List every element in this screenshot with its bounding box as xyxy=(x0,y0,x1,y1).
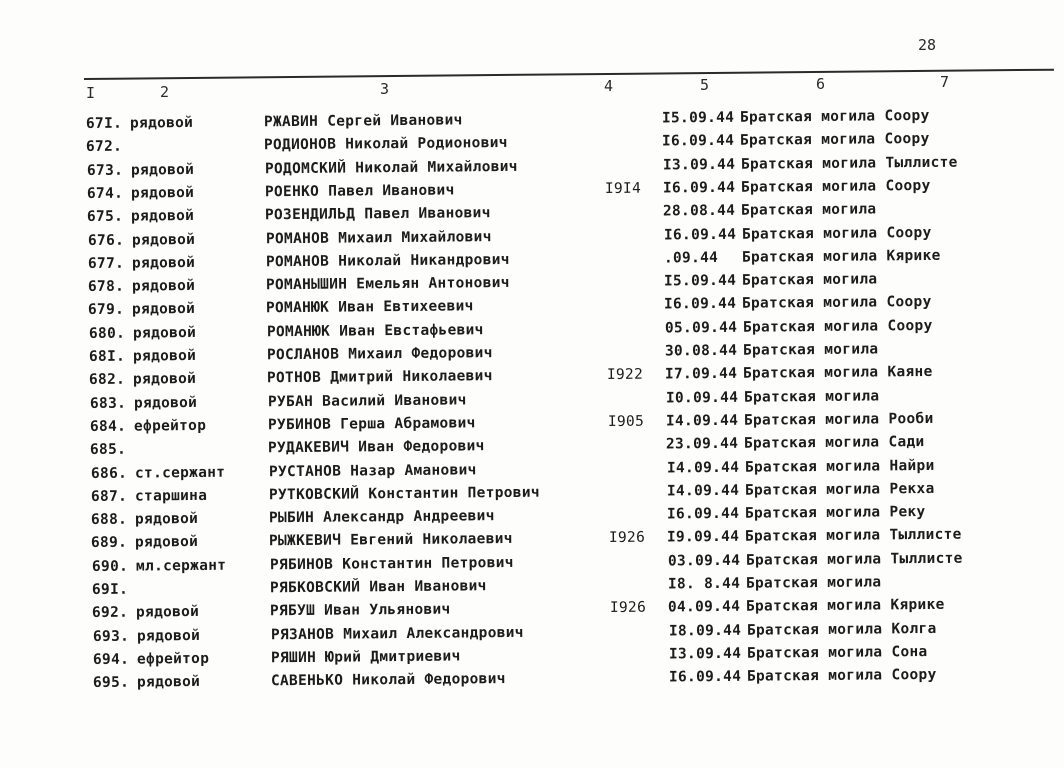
record-name: РЯБУШ Иван Ульянович xyxy=(270,601,451,620)
record-death-date: I3.09.44 xyxy=(662,156,735,174)
record-name: РОЗЕНДИЛЬД Павел Иванович xyxy=(265,205,491,224)
record-name: РЖАВИН Сергей Иванович xyxy=(263,112,463,131)
record-name: РОСЛАНОВ Михаил Федорович xyxy=(266,345,493,364)
record-name: РУДАКЕВИЧ Иван Федорович xyxy=(268,438,485,457)
record-number: 67I. xyxy=(85,115,123,132)
record-name: РОДИОНОВ Николай Родионович xyxy=(264,135,509,154)
record-burial-place: Братская могила Соору xyxy=(739,107,930,126)
record-name: РОЕНКО Павел Иванович xyxy=(264,182,455,201)
record-death-date: I6.09.44 xyxy=(662,179,736,197)
record-burial-place: Братская могила Соору xyxy=(747,667,937,685)
record-number: 69I. xyxy=(91,581,129,598)
record-rank: рядовой xyxy=(129,114,194,132)
record-name: РЯЗАНОВ Михаил Александрович xyxy=(270,624,524,643)
record-death-date: I6.09.44 xyxy=(663,226,736,243)
record-birth-year: I926 xyxy=(610,599,647,617)
record-burial-place: Братская могила Рекха xyxy=(744,480,935,499)
record-burial-place: Братская могила Соору xyxy=(742,294,933,313)
record-rank: рядовой xyxy=(133,394,197,412)
record-death-date: I7.09.44 xyxy=(665,366,738,383)
record-number: 688. xyxy=(90,511,128,529)
record-death-date: I8. 8.44 xyxy=(667,575,741,593)
record-death-date: I3.09.44 xyxy=(668,645,742,663)
record-number: 675. xyxy=(87,208,124,226)
record-number: 673. xyxy=(86,162,123,179)
record-number: 692. xyxy=(92,604,129,622)
record-death-date: 04.09.44 xyxy=(668,599,741,616)
record-rank: рядовой xyxy=(136,604,200,621)
record-number: 695. xyxy=(93,674,130,692)
record-death-date: I8.09.44 xyxy=(668,622,741,640)
record-burial-place: Братская могила xyxy=(743,388,880,406)
record-death-date: 05.09.44 xyxy=(664,319,737,337)
record-number: 680. xyxy=(88,325,125,342)
record-rank: старшина xyxy=(134,487,208,505)
record-number: 685. xyxy=(90,441,127,459)
record-death-date: 30.08.44 xyxy=(664,342,738,360)
record-death-date: I4.09.44 xyxy=(665,412,739,430)
record-name: РЯБКОВСКИЙ Иван Иванович xyxy=(269,578,487,597)
record-rank: рядовой xyxy=(133,371,197,388)
record-death-date: I6.09.44 xyxy=(664,296,737,313)
record-rank: рядовой xyxy=(131,278,196,295)
record-name: САВЕНЬКО Николай Федорович xyxy=(271,671,506,690)
record-burial-place: Братская могила Тыллисте xyxy=(740,154,958,173)
record-burial-place: Братская могила xyxy=(741,201,877,219)
record-name: РОМАНОВ Михаил Михайлович xyxy=(265,228,492,247)
column-header-4: 4 xyxy=(604,77,614,95)
record-number: 686. xyxy=(90,465,127,482)
record-rank: мл.сержант xyxy=(135,557,227,575)
record-death-date: .09.44 xyxy=(663,249,719,267)
record-number: 687. xyxy=(90,488,127,505)
record-number: 690. xyxy=(91,558,128,575)
record-burial-place: Братская могила Колга xyxy=(746,620,937,639)
record-name: РОТНОВ Дмитрий Николаевич xyxy=(267,368,494,387)
record-number: 672. xyxy=(86,138,123,156)
record-death-date: 23.09.44 xyxy=(666,435,739,453)
record-number: 68I. xyxy=(88,348,126,365)
record-burial-place: Братская могила Соору xyxy=(742,317,933,336)
column-header-1: I xyxy=(86,84,96,102)
record-birth-year: I926 xyxy=(609,530,646,547)
record-burial-place: Братская могила Соору xyxy=(740,177,931,196)
record-name: РОМАНЮК Иван Евстафьевич xyxy=(266,321,484,340)
record-rank: ефрейтор xyxy=(136,650,210,668)
column-header-5: 5 xyxy=(700,76,710,94)
record-rank: рядовой xyxy=(132,301,196,318)
record-number: 694. xyxy=(92,651,130,668)
page-number: 28 xyxy=(918,36,937,54)
record-name: РОМАНЫШИН Емельян Антонович xyxy=(265,275,510,294)
column-header-3: 3 xyxy=(380,80,390,98)
record-death-date: I4.09.44 xyxy=(666,459,739,476)
record-burial-place: Братская могила Соору xyxy=(741,224,932,243)
record-burial-place: Братская могила Кярике xyxy=(746,597,945,616)
record-rank: рядовой xyxy=(131,208,195,225)
record-name: РУБИНОВ Гершa Абрамович xyxy=(267,415,476,434)
record-burial-place: Братская могила Сади xyxy=(744,434,925,452)
record-burial-place: Братская могила Кярике xyxy=(741,247,941,266)
record-birth-year: I9I4 xyxy=(604,180,642,197)
record-number: 678. xyxy=(87,278,125,296)
record-number: 676. xyxy=(87,232,124,249)
record-birth-year: I922 xyxy=(607,366,644,384)
header-divider xyxy=(84,69,1054,80)
record-name: РУБАН Василий Иванович xyxy=(267,391,467,410)
record-rank: ефрейтор xyxy=(133,417,207,435)
record-rank: рядовой xyxy=(134,511,199,528)
record-name: РУТКОВСКИЙ Константин Петрович xyxy=(268,484,540,504)
record-number: 683. xyxy=(89,395,126,412)
record-number: 674. xyxy=(86,185,124,202)
record-burial-place: Братская могила Каяне xyxy=(743,364,933,383)
record-rank: рядовой xyxy=(135,534,199,551)
record-number: 677. xyxy=(87,255,124,272)
record-burial-place: Братская могила Сона xyxy=(746,643,928,662)
record-name: РЫБИН Александр Андреевич xyxy=(268,508,495,527)
column-header-6: 6 xyxy=(816,75,826,93)
record-death-date: I6.09.44 xyxy=(669,668,742,686)
record-rank: рядовой xyxy=(137,674,201,691)
record-burial-place: Братская могила Соору xyxy=(740,131,930,150)
record-rank: рядовой xyxy=(130,184,195,202)
record-death-date: I5.09.44 xyxy=(661,109,735,127)
record-burial-place: Братская могила xyxy=(745,574,882,592)
record-death-date: I6.09.44 xyxy=(666,505,740,523)
record-name: РОМАНОВ Николай Никандрович xyxy=(265,251,510,271)
record-number: 684. xyxy=(89,418,127,435)
column-header-2: 2 xyxy=(160,83,170,101)
record-number: 682. xyxy=(89,371,126,389)
record-burial-place: Братская могила Рооби xyxy=(743,410,934,429)
record-number: 679. xyxy=(88,302,125,319)
record-burial-place: Братская могила Найри xyxy=(744,457,935,476)
record-name: РЯБИНОВ Константин Петрович xyxy=(269,554,514,573)
record-death-date: I9.09.44 xyxy=(667,529,740,546)
record-burial-place: Братская могила Тыллисте xyxy=(745,527,963,546)
record-death-date: I0.09.44 xyxy=(665,389,738,407)
record-burial-place: Братская могила Тыллисте xyxy=(745,550,963,569)
record-burial-place: Братская могила xyxy=(742,341,879,359)
column-header-7: 7 xyxy=(940,73,950,91)
record-death-date: 03.09.44 xyxy=(667,552,740,570)
record-death-date: I4.09.44 xyxy=(666,482,740,500)
record-number: 689. xyxy=(91,535,128,552)
record-burial-place: Братская могила Реку xyxy=(744,504,926,522)
record-rank: рядовой xyxy=(131,231,195,249)
record-name: РОМАНЮК Иван Евтихеевич xyxy=(266,298,475,317)
record-rank: ст.сержант xyxy=(134,464,225,482)
record-death-date: I6.09.44 xyxy=(662,133,735,150)
record-rank: рядовой xyxy=(131,254,196,272)
record-birth-year: I905 xyxy=(607,413,645,430)
record-burial-place: Братская могила xyxy=(741,271,878,289)
record-number: 693. xyxy=(92,628,129,645)
record-name: РЫЖКЕВИЧ Евгений Николаевич xyxy=(269,531,514,550)
record-rank: рядовой xyxy=(136,627,200,645)
record-rank: рядовой xyxy=(130,161,194,179)
record-name: РЯШИН Юрий Дмитриевич xyxy=(270,648,461,667)
record-rank: рядовой xyxy=(132,324,196,342)
record-name: РОДОМСКИЙ Николай Михайлович xyxy=(264,158,518,177)
record-name: РУСТАНОВ Назар Аманович xyxy=(268,461,477,480)
record-rank: рядовой xyxy=(132,347,197,365)
record-death-date: I5.09.44 xyxy=(663,272,737,290)
record-death-date: 28.08.44 xyxy=(663,202,736,220)
